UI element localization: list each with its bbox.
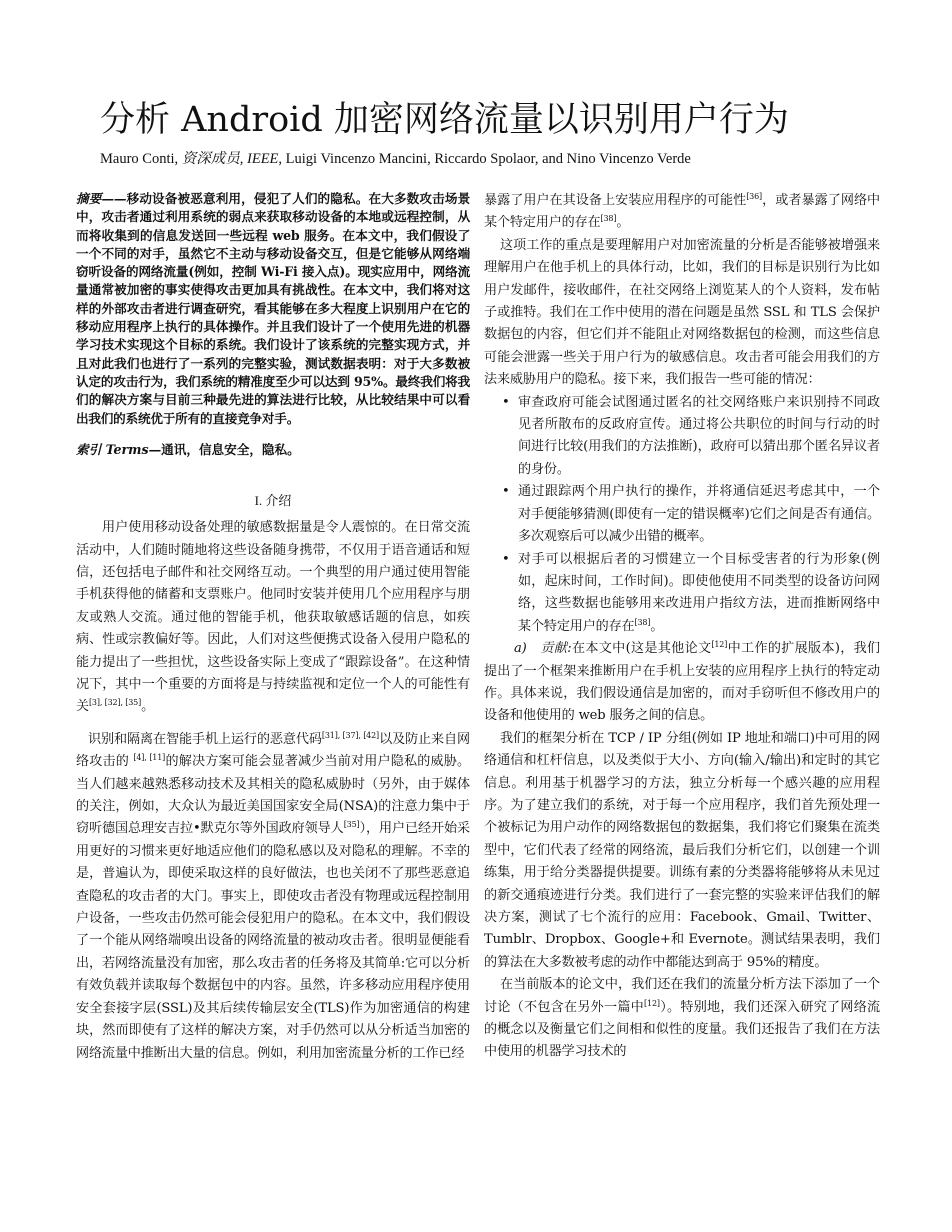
citation: [12] bbox=[711, 640, 728, 650]
list-item bbox=[502, 549, 880, 639]
list-item-text: 审查政府可能会试图通过匿名的社交网络账户来识别持不同政见者所散布的反政府宣传。通过将公共职位的时间与行动的时间进行比较(用我们的方法推断)，政府可以猜出那个匿名异议者的身份。 bbox=[518, 394, 880, 477]
index-terms-text: —通讯，信息安全，隐私。 bbox=[148, 441, 300, 457]
abstract bbox=[76, 190, 470, 428]
page-title: 分析 Android 加密网络流量以识别用户行为 bbox=[100, 100, 789, 140]
author-names-rest: , Luigi Vincenzo Mancini, Riccardo Spolaor, and Nino Vincenzo Verde bbox=[278, 151, 691, 167]
paragraph-text: 在本文中(这是其他论文 bbox=[571, 641, 712, 657]
paragraph-text: 暴露了用户在其设备上安装应用程序的可能性 bbox=[484, 193, 747, 208]
paragraph-text: 识别和隔离在智能手机上运行的恶意代码 bbox=[88, 731, 322, 747]
index-terms-label: 索引 Terms bbox=[76, 441, 149, 457]
citation: [12] bbox=[644, 998, 660, 1008]
list-item-text: 通过跟踪两个用户执行的操作，并将通信延迟考虑其中，一个对手便能够猜测(即使有一定的错误概率)它们之间是否有通信。多次观察后可以减少出错的概率。 bbox=[518, 484, 880, 545]
paragraph-text: 在当前版本的论文中，我们还在我们的流量分析方法下添加了一个讨论（不包含在另外一篇中 bbox=[484, 977, 880, 1015]
paragraph-text: ），用户已经开始采用更好的习惯来更好地适应他们的隐私感以及对隐私的理解。不幸的是，普遍认为，即使采取这样的良好做法，也也关闭不了那些恶意追查隐私的攻击者的大门。事实上，即使攻击者没有物理或远程控制用户设备，一些攻击仍然可能会侵犯用户的隐私。在本文中，我们假设了一个能从网络端嗅出设备的网络流量的被动攻击者。很明显便能看出，若网络流量没有加密，那么攻击者的任务将及其简单:它可以分析有效负载并读取每个数据包中的内容。虽然，许多移动应用程序使用安全套接字层(SSL)及其后续传输层安全(TLS)作为加密通信的构建块，然而即使有了这样的解决方案，对手仍然可以从分析适当加密的网络流量中推断出大量的信息。例如，利用加密流量分析的工作已经 bbox=[76, 821, 470, 1061]
bullet-icon: • bbox=[502, 484, 510, 500]
citation: [4], [11] bbox=[133, 753, 166, 763]
list-item bbox=[502, 392, 880, 482]
citation: [31], [37], [42] bbox=[321, 730, 380, 740]
paragraph-text: 用户使用移动设备处理的敏感数据量是令人震惊的。在日常交流活动中，人们随时随地将这些设备随身携带，不仅用于语音通话和短信，还包括电子邮件和社交网络互动。一个典型的用户通过使用智能手机获得他的储蓄和支票账户。他同时安装并使用几个应用程序与朋友或熟人交流。通过他的智能手机，他获取敏感话题的信息，如疾病、性或宗教偏好等。因此，人们对这些便携式设备入侵用户隐私的能力提出了一些担忧，这些设备实际上变成了“跟踪设备”。在这种情况下，其中一个重要的方面将是与持续监视和定位一个人的可能性有关 bbox=[76, 520, 470, 715]
contributions-paragraph bbox=[484, 638, 880, 728]
list-item-text: 对手可以根据后者的习惯建立一个目标受害者的行为形象(例如，起床时间，工作时间)。即使他使用不同类型的设备访问网络，这些数据也能够用来改进用户指纹方法，进而推断网络中某个特定用户的存在 bbox=[518, 551, 880, 634]
right-paragraph-1 bbox=[484, 190, 880, 235]
paragraph-text: 的解决方案可能会显著减少当前对用户隐私的威胁。当人们越来越熟悉移动技术及其相关的隐私威胁时（另外，由于媒体的关注，例如，大众认为最近美国国家安全局(NSA)的注意力集中于窃听德国总理安吉拉•默克尔等外国政府领导人 bbox=[76, 754, 470, 837]
citation: [35] bbox=[343, 820, 360, 830]
paragraph-text: 以及防止来自网络攻击的 bbox=[76, 731, 470, 770]
author-membership: 资深成员, IEEE bbox=[181, 151, 279, 167]
list-item bbox=[502, 481, 880, 548]
paragraph-text: 。 bbox=[141, 699, 155, 715]
paragraph-text: ）。特别地，我们还深入研究了网络流的概念以及衡量它们之间相和似性的度量。我们还报告了我们在方法中使用的机器学习技术的 bbox=[484, 999, 881, 1060]
abstract-text: 移动设备被恶意利用，侵犯了人们的隐私。在大多数攻击场景中，攻击者通过利用系统的弱点来获取移动设备的本地或远程控制，从而将收集到的信息发送回一些远程 web 服务。在本文中，我们假设了一个不同的对手，虽然它不主动与移动设备交互，但是它能够从网络端窃听设备的网络流量(例如，控制 Wi-Fi 接入点)。现实应用中，网络流量通常被加密的事实使得攻击更加具有挑战性。在本文中，我们将对这样的外部攻击者进行调查研究，看其能够在多大程度上识别用户在它的移动应用程序上执行的具体操作。并且我们设计了一个使用先进的机器学习技术实现这个目标的系统。我们设计了该系统的完整实现方式，并且对此我们也进行了一系列的完整实验，测试数据表明：对于大多数被认定的攻击行为，我们系统的精准度至少可以达到 95%。最终我们将我们的解决方案与目前三种最先进的算法进行比较，从比较结果中可以看出我们的系统优于所有的直接竞争对手。 bbox=[76, 191, 470, 426]
abstract-label: 摘要—— bbox=[76, 191, 127, 206]
right-paragraph-2: 这项工作的重点是要理解用户对加密流量的分析是否能够被增强来理解用户在他手机上的具体行动，比如，我们的目标是识别行为比如用户发邮件，接收邮件，在社交网络上浏览某人的个人资料，发布帖子或推特。我们在工作中使用的潜在问题是虽然 SSL 和 TLS 会保护数据包的内容，但它们并不能阻止对网络数据包的检测，而这些信息可能会泄露一些关于用户行为的敏感信息。攻击者可能会用我们的方法来威胁用户的隐私。接下来，我们报告一些可能的情况： bbox=[484, 237, 880, 388]
intro-paragraph-2 bbox=[76, 729, 470, 1065]
framework-paragraph: 我们的框架分析在 TCP / IP 分组(例如 IP 地址和端口)中可用的网络通信和杠杆信息，以及类似于大小、方向(输入/输出)和定时的其它信息。利用基于机器学习的方法，独立分析每一个感兴趣的应用程序。为了建立我们的系统，对于每一个应用程序，我们首先预处理一个被标记为用户动作的网络数据包的数据集，我们将它们聚集在流类型中，它们代表了经常的网络流，最后我们分析它们，以创建一个训练集，用于给分类器提供提要。训练有素的分类器将能够将从未见过的新交通痕迹进行分类。我们进行了一套完整的实验来评估我们的解决方案，测试了七个流行的应用：Facebook、Gmail、Twitter、Tumblr、Dropbox、Google+和 Evernote。测试结果表明，我们的算法在大多数被考虑的动作中都能达到高于 95%的精度。 bbox=[484, 730, 880, 970]
citation: [36] bbox=[746, 192, 763, 201]
section-heading-intro: I. 介绍 bbox=[254, 493, 292, 509]
author-names: Mauro Conti, bbox=[100, 151, 182, 167]
bullet-icon: • bbox=[502, 394, 510, 410]
citation: [3], [32], [35] bbox=[88, 698, 142, 708]
author-line bbox=[100, 148, 860, 170]
citation: [38] bbox=[634, 617, 651, 627]
paragraph-text: 。 bbox=[616, 215, 630, 231]
citation: [38] bbox=[600, 214, 617, 224]
paragraph-text: 中工作的扩展版本)，我们提出了一个框架来推断用户在手机上安装的应用程序上执行的特定动作。具体来说，我们假设通信是加密的，而对手窃听但不修改用户的设备和他使用的 web 服务之间的信息。 bbox=[484, 641, 880, 724]
left-column bbox=[76, 190, 470, 1065]
contributions-label: a) 贡献: bbox=[514, 641, 572, 657]
list-item-text: 。 bbox=[650, 618, 664, 634]
scenario-list bbox=[484, 392, 880, 638]
index-terms bbox=[76, 441, 470, 459]
intro-paragraph-1 bbox=[76, 517, 470, 719]
bullet-icon: • bbox=[502, 551, 510, 567]
right-column bbox=[484, 190, 880, 1064]
paragraph-text: ，或者暴露了网络中某个特定用户的存在 bbox=[484, 193, 880, 231]
current-version-paragraph bbox=[484, 974, 880, 1064]
